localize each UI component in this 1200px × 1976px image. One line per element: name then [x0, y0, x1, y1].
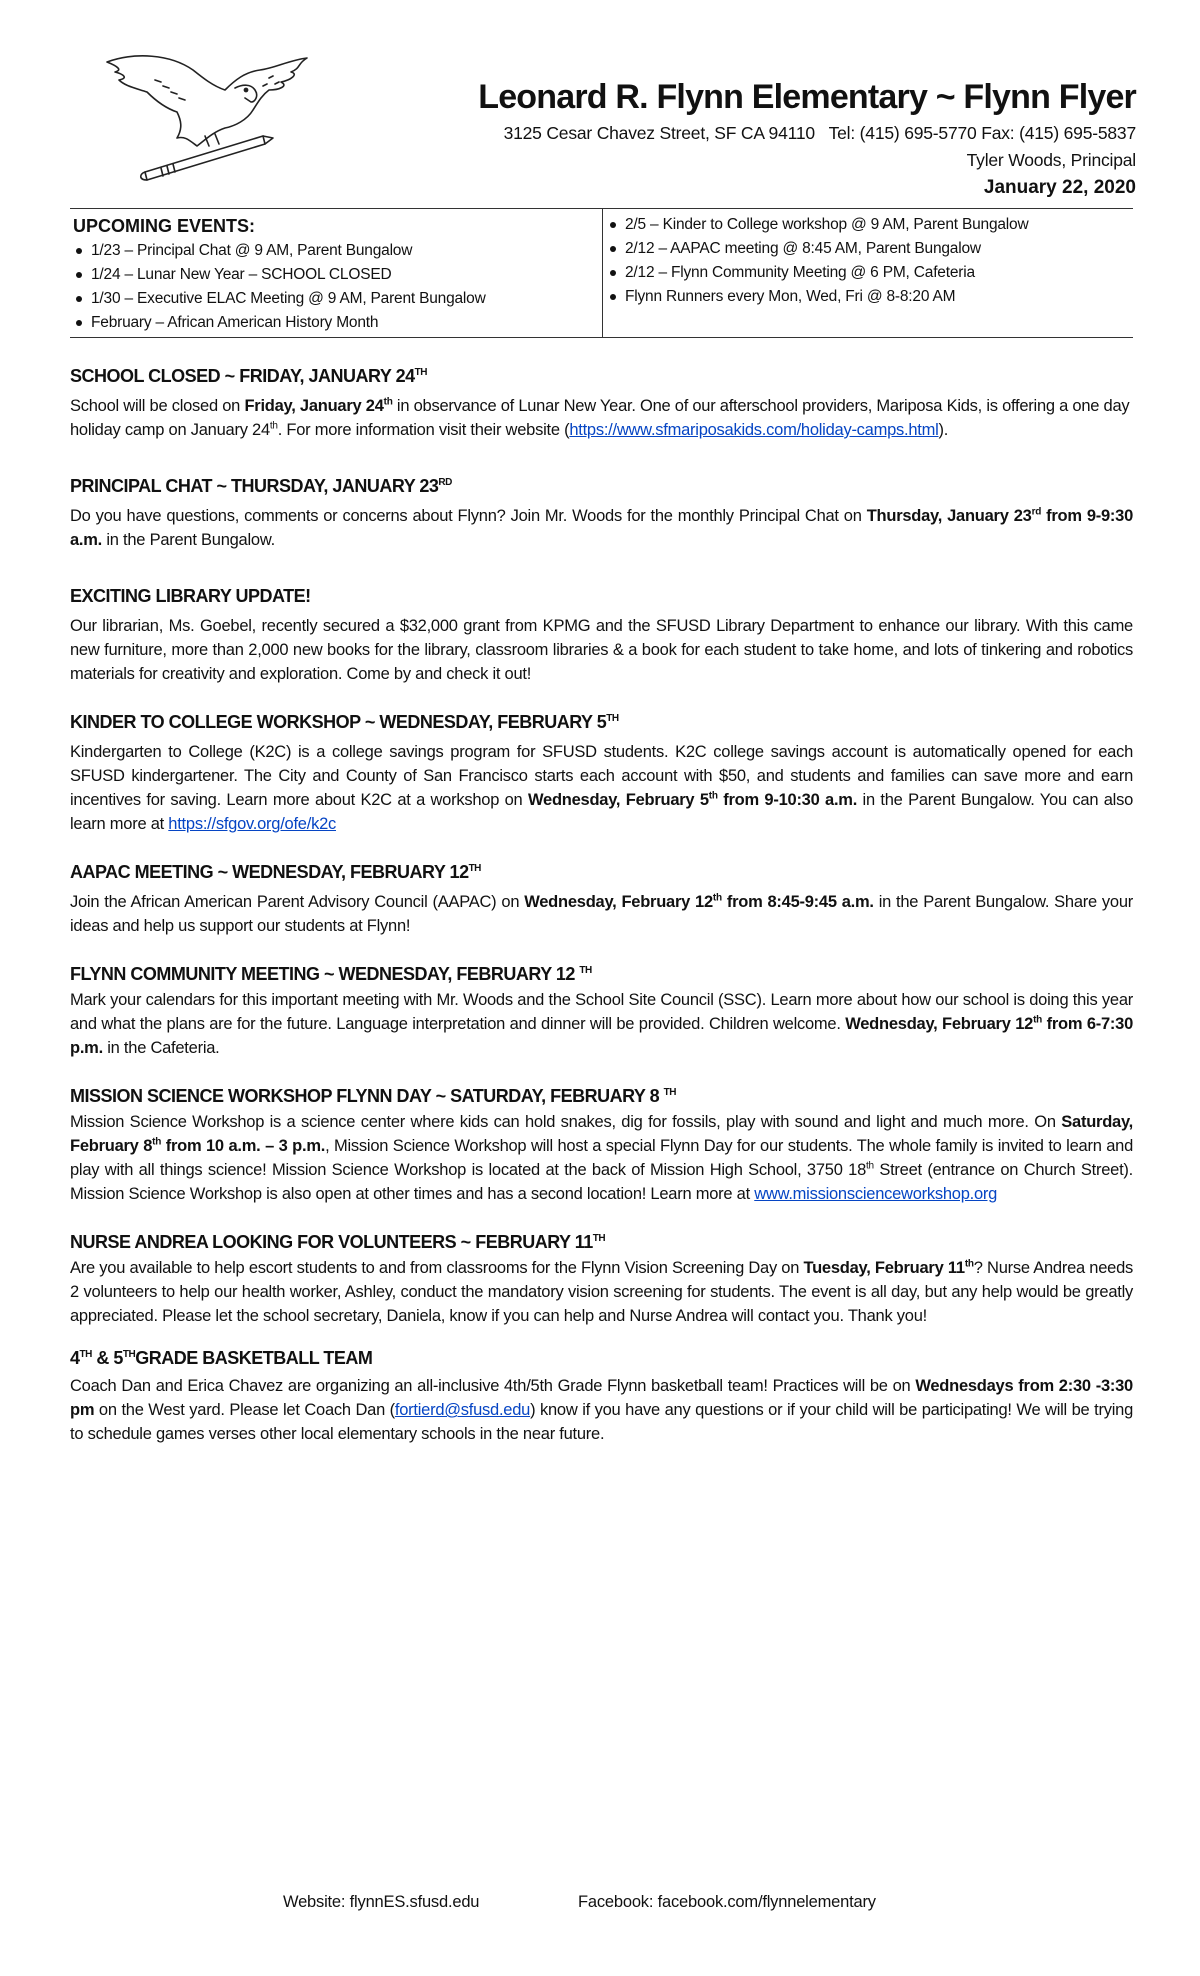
event-item: 1/30 – Executive ELAC Meeting @ 9 AM, Parent Bungalow [73, 287, 599, 311]
section-title: 4TH & 5THGRADE BASKETBALL TEAM [70, 1348, 373, 1368]
newsletter-header [478, 74, 1136, 201]
event-item: Flynn Runners every Mon, Wed, Fri @ 8-8:20 AM [607, 285, 1130, 309]
section-body: Mark your calendars for this important meeting with Mr. Woods and the School Site Council (SSC). Learn more about how our school is doing this year and what the plans are for the future. Language interpretation and dinner will be provided. Children welcome. Wednesday, February 12th from 6-7:30 p.m. in the Cafeteria. [70, 991, 1134, 1057]
events-column-left [70, 209, 603, 337]
section-k2c-workshop [70, 710, 1133, 836]
section-title: AAPAC MEETING ~ WEDNESDAY, FEBRUARY 12TH [70, 862, 481, 882]
school-title: Leonard R. Flynn Elementary ~ Flynn Flyer [478, 78, 1136, 116]
section-principal-chat [70, 474, 1133, 552]
events-list-left [73, 239, 599, 335]
section-basketball-team [70, 1346, 1133, 1446]
section-body: Kindergarten to College (K2C) is a college savings program for SFUSD students. K2C college savings account is automatically opened for each SFUSD kindergartener. The City and County of San Francisco starts each account with $50, and students and families can save more and earn incentives for saving. Learn more about K2C at a workshop on Wednesday, February 5th from 9-10:30 a.m. in the Parent Bungalow. You can also learn more at https://sfgov.org/ofe/k2c [70, 743, 1134, 833]
event-item: 2/12 – AAPAC meeting @ 8:45 AM, Parent Bungalow [607, 237, 1130, 261]
section-body: Do you have questions, comments or concerns about Flynn? Join Mr. Woods for the monthly Principal Chat on Thursday, January 23rd from 9-9:30 a.m. in the Parent Bungalow. [70, 506, 1134, 549]
section-title: KINDER TO COLLEGE WORKSHOP ~ WEDNESDAY, FEBRUARY 5TH [70, 712, 619, 732]
school-phone: Tel: (415) 695-5770 [828, 123, 977, 143]
event-item: 2/12 – Flynn Community Meeting @ 6 PM, Cafeteria [607, 261, 1130, 285]
section-body: Mission Science Workshop is a science center where kids can hold snakes, dig for fossils, play with sound and light and much more. On Saturday, February 8th from 10 a.m. – 3 p.m., Mission Science Workshop will host a special Flynn Day for our students. The whole family is invited to learn and play with all things science! Mission Science Workshop is located at the back of Mission High School, 3750 18th Street (entrance on Church Street). Mission Science Workshop is also open at other times and has a second location! Learn more at www.missionscienceworkshop.org [70, 1113, 1134, 1203]
events-column-right [603, 209, 1133, 337]
eagle-on-pencil-icon [85, 40, 325, 190]
event-item: February – African American History Month [73, 311, 599, 335]
section-community-meeting [70, 962, 1133, 1060]
section-title: NURSE ANDREA LOOKING FOR VOLUNTEERS ~ FEBRUARY 11TH [70, 1232, 606, 1252]
footer-website: Website: flynnES.sfusd.edu [283, 1893, 480, 1911]
upcoming-events-table [70, 208, 1133, 338]
section-library-update [70, 584, 1133, 686]
coach-email-link[interactable]: fortierd@sfusd.edu [394, 1401, 531, 1419]
school-address: 3125 Cesar Chavez Street, SF CA 94110 [503, 123, 815, 143]
section-body: Coach Dan and Erica Chavez are organizing an all-inclusive 4th/5th Grade Flynn basketball team! Practices will be on Wednesdays from 2:30 -3:30 pm on the West yard. Please let Coach Dan (fortierd@sfusd.edu) know if you have any questions or if your child will be participating! We will be trying to schedule games verses other local elementary schools in the near future. [70, 1377, 1134, 1443]
section-title: MISSION SCIENCE WORKSHOP FLYNN DAY ~ SATURDAY, FEBRUARY 8 $^{TH}$ [70, 1086, 676, 1106]
section-mission-science [70, 1084, 1133, 1206]
section-title: PRINCIPAL CHAT ~ THURSDAY, JANUARY 23RD [70, 476, 452, 496]
newsletter-content [70, 364, 1133, 1467]
footer-facebook: Facebook: facebook.com/flynnelementary [578, 1893, 876, 1911]
section-school-closed [70, 364, 1133, 442]
events-list-right [607, 213, 1130, 309]
section-body: Our librarian, Ms. Goebel, recently secured a $32,000 grant from KPMG and the SFUSD Library Department to enhance our library. With this came new furniture, more than 2,000 new books for the library, classroom libraries & a book for each student to take home, and lots of tinkering and robotics materials for creativity and exploration. Come by and check it out! [70, 617, 1133, 683]
issue-date: January 22, 2020 [983, 177, 1136, 198]
section-body: School will be closed on Friday, January 24th in observance of Lunar New Year. One of our afterschool providers, Mariposa Kids, is offering a one day holiday camp on January 24th. For more information visit their website (https://www.sfmariposakids.com/holiday-camps.html). [70, 396, 1130, 439]
section-title: EXCITING LIBRARY UPDATE! [70, 586, 311, 606]
principal-name: Tyler Woods, Principal [966, 150, 1136, 170]
event-item: 1/23 – Principal Chat @ 9 AM, Parent Bungalow [73, 239, 599, 263]
contact-line [478, 120, 1136, 147]
section-title: FLYNN COMMUNITY MEETING ~ WEDNESDAY, FEBRUARY 12 $^{TH}$ [70, 964, 592, 984]
section-nurse-volunteers [70, 1230, 1133, 1328]
mariposa-kids-link[interactable]: https://www.sfmariposakids.com/holiday-camps.html [569, 421, 939, 439]
k2c-link[interactable]: https://sfgov.org/ofe/k2c [168, 815, 336, 833]
section-body: Join the African American Parent Advisory Council (AAPAC) on Wednesday, February 12th from 8:45-9:45 a.m. in the Parent Bungalow. Share your ideas and help us support our students at Flynn! [70, 892, 1133, 935]
section-title: SCHOOL CLOSED ~ FRIDAY, JANUARY 24TH [70, 366, 427, 386]
section-body: Are you available to help escort students to and from classrooms for the Flynn Vision Screening Day on Tuesday, February 11th? Nurse Andrea needs 2 volunteers to help our health worker, Ashley, conduct the mandatory vision screening for students. The event is all day, but any help would be greatly appreciated. Please let the school secretary, Daniela, know if you can help and Nurse Andrea will contact you. Thank you! [70, 1258, 1134, 1325]
school-fax: Fax: (415) 695-5837 [981, 123, 1136, 143]
mission-science-link[interactable]: www.missionscienceworkshop.org [754, 1185, 998, 1203]
section-aapac-meeting [70, 860, 1133, 938]
upcoming-events-heading: UPCOMING EVENTS: [73, 216, 256, 236]
event-item: 2/5 – Kinder to College workshop @ 9 AM, Parent Bungalow [607, 213, 1130, 237]
event-item: 1/24 – Lunar New Year – SCHOOL CLOSED [73, 263, 599, 287]
